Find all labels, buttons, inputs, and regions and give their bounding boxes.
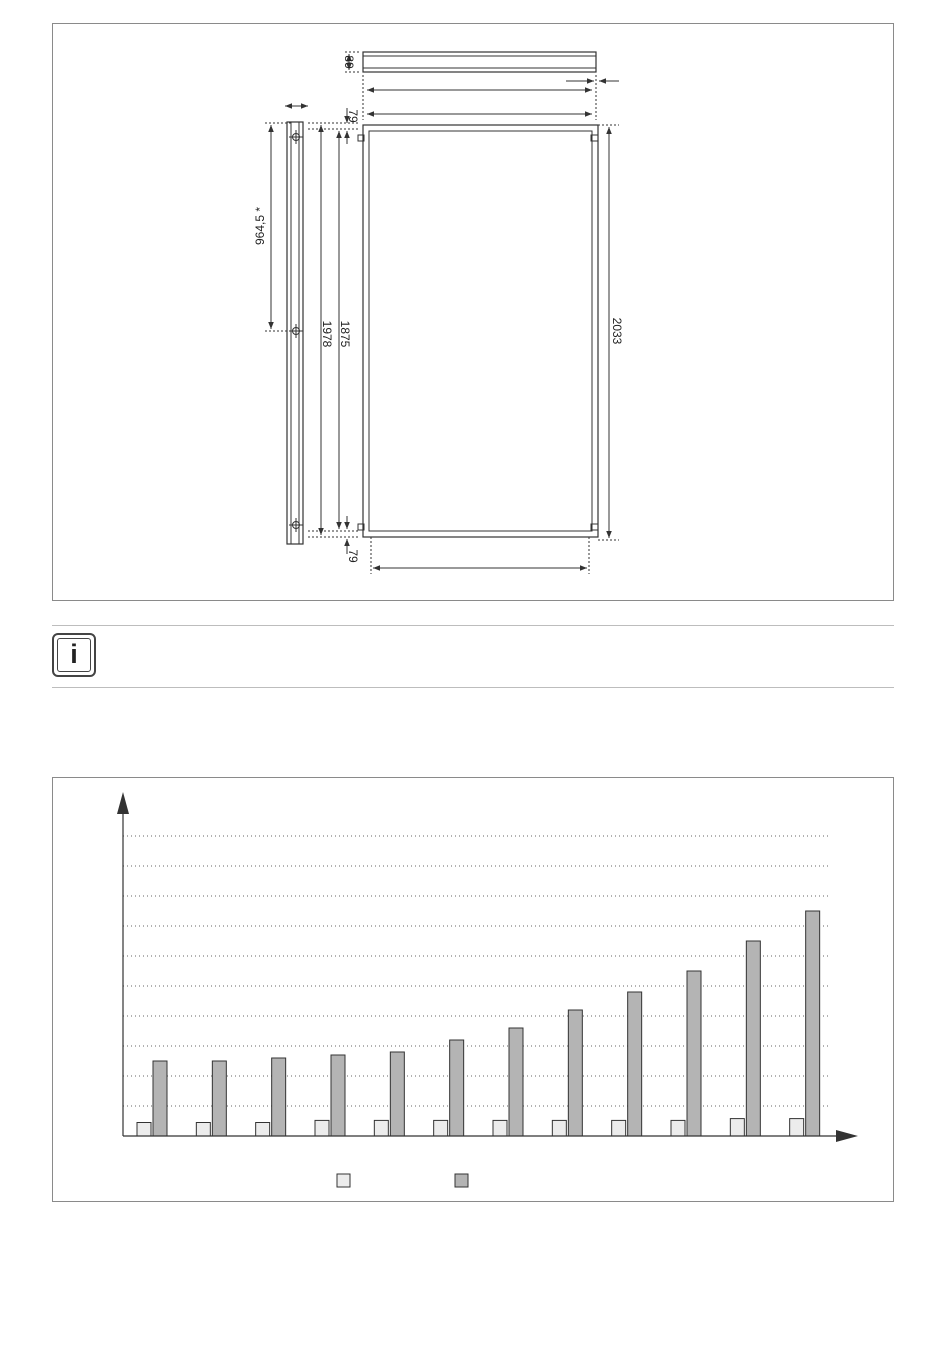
bar <box>315 1120 329 1136</box>
info-box-top-rule <box>52 625 894 626</box>
bar <box>153 1061 167 1136</box>
dimension-label-1978: 1978 <box>320 320 334 348</box>
collector-dimension-drawing <box>53 24 895 602</box>
bar <box>196 1123 210 1137</box>
bar <box>450 1040 464 1136</box>
bar <box>331 1055 345 1136</box>
bar <box>256 1123 270 1137</box>
bar <box>434 1120 448 1136</box>
bar <box>730 1119 744 1136</box>
x-axis-arrow <box>836 1130 858 1142</box>
y-axis-arrow <box>117 792 129 814</box>
bar <box>746 941 760 1136</box>
bar <box>137 1123 151 1137</box>
dimension-label-964-5: 964,5 * <box>253 206 267 246</box>
bar <box>390 1052 404 1136</box>
bar <box>493 1120 507 1136</box>
legend-swatch <box>455 1174 468 1187</box>
bar <box>687 971 701 1136</box>
collector-frame <box>363 125 598 537</box>
dimension-label-79-top: 79 <box>346 109 360 123</box>
dimension-label-2033: 2033 <box>610 317 624 345</box>
bar <box>374 1120 388 1136</box>
bar <box>272 1058 286 1136</box>
bar <box>552 1120 566 1136</box>
absorber-area <box>369 131 592 531</box>
dimension-label-80: 80 <box>342 55 356 69</box>
bar <box>212 1061 226 1136</box>
bar <box>568 1010 582 1136</box>
technical-drawing-frame <box>52 23 894 601</box>
dimension-label-79-bottom: 79 <box>346 549 360 563</box>
bar <box>509 1028 523 1136</box>
bar <box>671 1120 685 1136</box>
bar <box>790 1119 804 1136</box>
legend-swatch <box>337 1174 350 1187</box>
bar <box>806 911 820 1136</box>
dimension-label-1875: 1875 <box>338 320 352 348</box>
bar-chart-frame <box>52 777 894 1202</box>
info-icon: i <box>52 633 96 677</box>
side-rail <box>287 122 303 544</box>
top-profile <box>363 52 596 72</box>
bar-chart <box>53 778 895 1203</box>
bar <box>628 992 642 1136</box>
bar <box>612 1120 626 1136</box>
info-box-bottom-rule <box>52 687 894 688</box>
